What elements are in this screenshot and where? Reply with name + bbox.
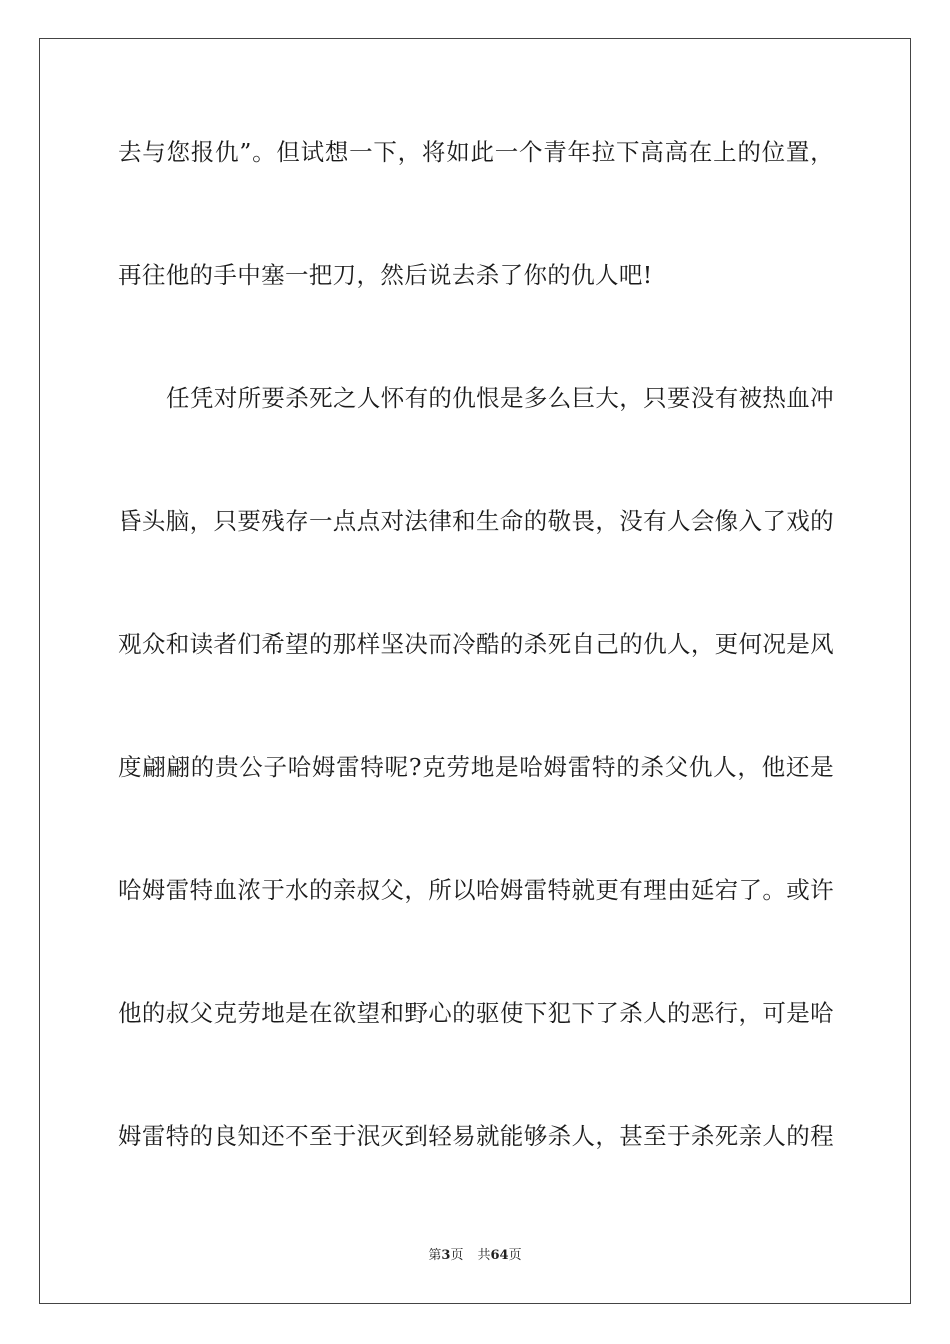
page-suffix: 页 [450, 1248, 464, 1263]
text-line-8: 他的叔父克劳地是在欲望和野心的驱使下犯下了杀人的恶行，可是哈 [118, 999, 834, 1027]
total-prefix: 共 [477, 1248, 491, 1263]
text-line-5: 观众和读者们希望的那样坚决而冷酷的杀死自己的仇人，更何况是风 [118, 630, 834, 658]
page-border [39, 38, 911, 1304]
text-line-7: 哈姆雷特血浓于水的亲叔父，所以哈姆雷特就更有理由延宕了。或许 [118, 876, 834, 904]
page-footer [0, 1248, 950, 1264]
text-line-9: 姆雷特的良知还不至于泯灭到轻易就能够杀人，甚至于杀死亲人的程 [118, 1122, 834, 1150]
text-line-2: 再往他的手中塞一把刀，然后说去杀了你的仇人吧! [118, 261, 653, 289]
text-line-4: 昏头脑，只要残存一点点对法律和生命的敬畏，没有人会像入了戏的 [118, 507, 834, 535]
text-line-3: 任凭对所要杀死之人怀有的仇恨是多么巨大，只要没有被热血冲 [166, 384, 834, 412]
text-line-1: 去与您报仇”。但试想一下，将如此一个青年拉下高高在上的位置， [118, 138, 834, 166]
text-line-6: 度翩翩的贵公子哈姆雷特呢?克劳地是哈姆雷特的杀父仇人，他还是 [118, 753, 834, 781]
page-number: 3 [441, 1248, 451, 1263]
total-pages: 64 [490, 1248, 509, 1263]
page-prefix: 第 [428, 1248, 442, 1263]
total-suffix: 页 [508, 1248, 522, 1263]
